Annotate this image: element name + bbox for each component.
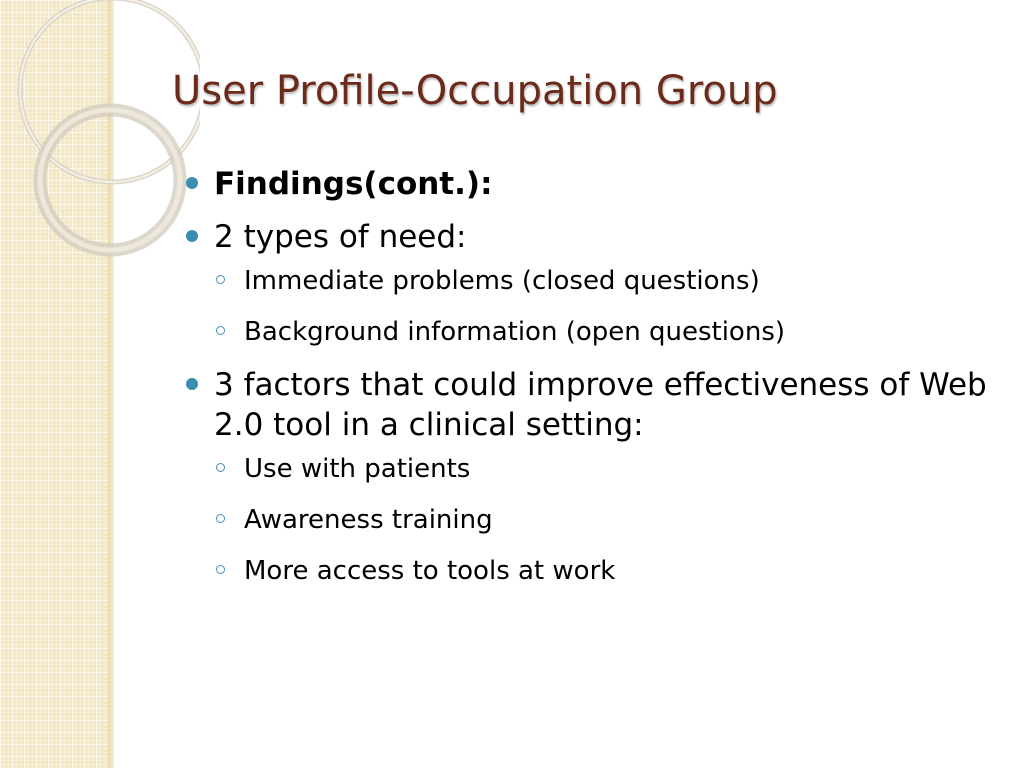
bullet-item [182, 164, 1002, 204]
decorative-circles-graphic [0, 0, 200, 300]
sub-bullet-text: Awareness training [244, 505, 493, 535]
ring-bullet-icon [216, 275, 225, 284]
ring-bullet-icon [216, 514, 225, 523]
sub-bullet-list [212, 263, 1002, 350]
slide-title: User Profile-Occupation Group [172, 68, 778, 114]
ring-bullet-icon [216, 463, 225, 472]
sub-bullet-text: Background information (open questions) [244, 317, 786, 347]
sub-bullet-item [212, 502, 1002, 538]
bullet-text: 3 factors that could improve effectiveness of Web 2.0 tool in a clinical setting: [214, 367, 987, 443]
bullet-list [182, 164, 1002, 604]
sub-bullet-list [212, 451, 1002, 589]
ring-bullet-icon [216, 326, 225, 335]
sub-bullet-item [212, 314, 1002, 350]
sub-bullet-item [212, 263, 1002, 299]
bullet-item [182, 217, 1002, 350]
sub-bullet-text: Immediate problems (closed questions) [244, 266, 760, 296]
bullet-icon [186, 378, 198, 390]
bullet-item [182, 365, 1002, 589]
bullet-icon [186, 177, 198, 189]
sub-bullet-item [212, 553, 1002, 589]
sub-bullet-text: More access to tools at work [244, 556, 616, 586]
bullet-text: Findings(cont.): [214, 166, 493, 202]
ring-bullet-icon [216, 565, 225, 574]
sub-bullet-item [212, 451, 1002, 487]
sub-bullet-text: Use with patients [244, 454, 471, 484]
bullet-text: 2 types of need: [214, 219, 467, 255]
bullet-icon [186, 230, 198, 242]
